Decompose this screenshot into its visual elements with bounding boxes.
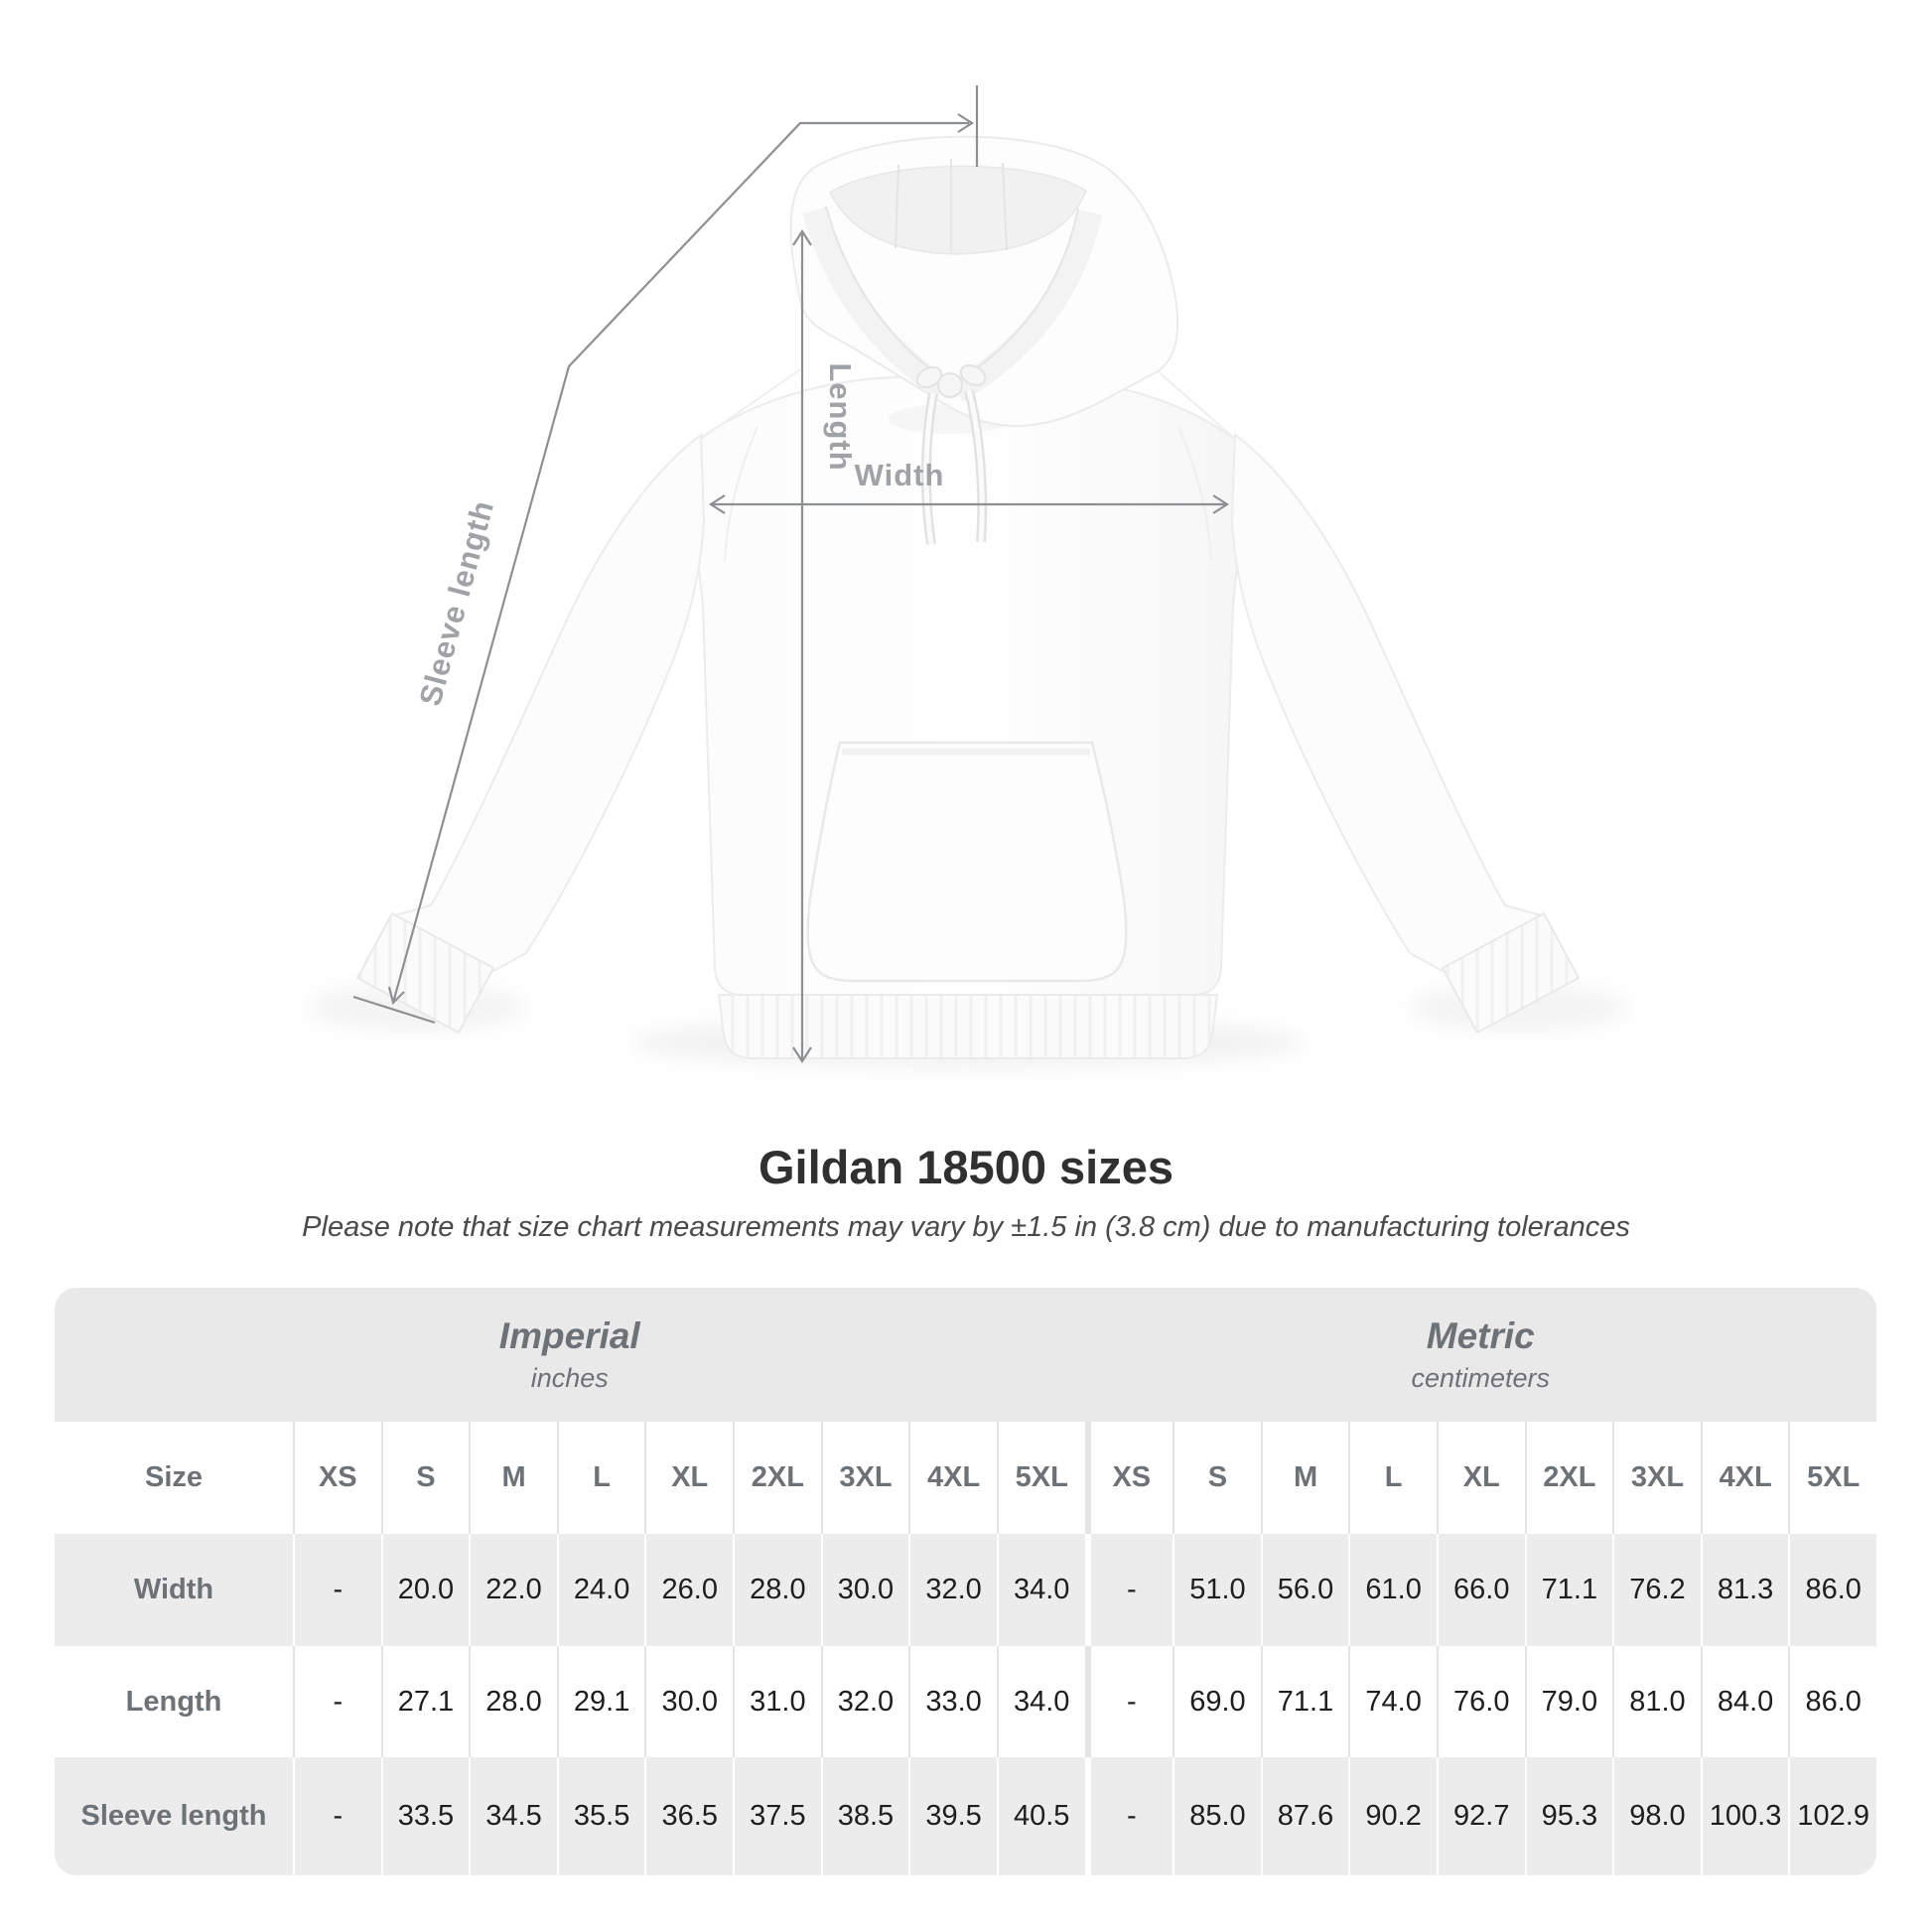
size-column-header: XL xyxy=(644,1422,733,1534)
table-cell: 28.0 xyxy=(469,1646,557,1757)
right-sleeve xyxy=(1232,435,1541,971)
table-cell: 34.0 xyxy=(997,1534,1085,1646)
size-column-header: XS xyxy=(293,1422,381,1534)
table-cell: - xyxy=(1085,1534,1173,1646)
size-column-header: 3XL xyxy=(821,1422,909,1534)
table-cell: 37.5 xyxy=(733,1757,821,1875)
table-cell: 35.5 xyxy=(557,1757,645,1875)
size-column-header: S xyxy=(1173,1422,1261,1534)
table-cell: 71.1 xyxy=(1525,1534,1613,1646)
table-cell: 85.0 xyxy=(1173,1757,1261,1875)
table-cell: - xyxy=(293,1534,381,1646)
table-group-header-row xyxy=(55,1288,1876,1422)
size-column-header: 5XL xyxy=(1788,1422,1876,1534)
table-cell: 71.1 xyxy=(1261,1646,1349,1757)
metric-label: Metric xyxy=(1426,1315,1535,1356)
table-cell: 33.5 xyxy=(381,1757,470,1875)
table-cell: 20.0 xyxy=(381,1534,470,1646)
row-label: Sleeve length xyxy=(80,1800,267,1832)
metric-group-header xyxy=(1085,1288,1877,1422)
table-cell: 98.0 xyxy=(1612,1757,1701,1875)
table-cell: 92.7 xyxy=(1437,1757,1525,1875)
row-label: Width xyxy=(133,1574,214,1605)
table-cell: 102.9 xyxy=(1788,1757,1876,1875)
imperial-label: Imperial xyxy=(498,1315,640,1356)
table-cell: 26.0 xyxy=(644,1534,733,1646)
table-cell: 39.5 xyxy=(908,1757,997,1875)
table-cell: 69.0 xyxy=(1173,1646,1261,1757)
table-cell: 31.0 xyxy=(733,1646,821,1757)
imperial-group-header xyxy=(55,1288,1085,1422)
size-column-header: L xyxy=(1348,1422,1437,1534)
table-cell: 66.0 xyxy=(1437,1534,1525,1646)
table-cell: 61.0 xyxy=(1348,1534,1437,1646)
table-cell: 76.0 xyxy=(1437,1646,1525,1757)
table-cell: 79.0 xyxy=(1525,1646,1613,1757)
hoodie-illustration xyxy=(308,137,1628,1068)
width-label: Width xyxy=(854,458,945,492)
size-column-header: 3XL xyxy=(1612,1422,1701,1534)
length-label: Length xyxy=(823,362,858,472)
imperial-unit-label: inches xyxy=(530,1363,609,1393)
table-cell: 34.0 xyxy=(997,1646,1085,1757)
table-cell: - xyxy=(1085,1757,1173,1875)
table-cell: 87.6 xyxy=(1261,1757,1349,1875)
table-cell: 22.0 xyxy=(469,1534,557,1646)
size-table xyxy=(55,1288,1876,1875)
length-row xyxy=(55,1646,1876,1757)
size-column-header: XS xyxy=(1085,1422,1173,1534)
table-cell: - xyxy=(293,1757,381,1875)
size-column-header: 2XL xyxy=(733,1422,821,1534)
table-cell: 51.0 xyxy=(1173,1534,1261,1646)
metric-unit-label: centimeters xyxy=(1411,1363,1551,1393)
size-column-header: 4XL xyxy=(908,1422,997,1534)
table-cell: 86.0 xyxy=(1788,1646,1876,1757)
table-cell: 81.0 xyxy=(1612,1646,1701,1757)
drawstring-knot xyxy=(938,373,962,397)
size-column-header: S xyxy=(381,1422,470,1534)
table-cell: 76.2 xyxy=(1612,1534,1701,1646)
table-cell: - xyxy=(1085,1646,1173,1757)
table-cell: 95.3 xyxy=(1525,1757,1613,1875)
size-column-header: M xyxy=(1261,1422,1349,1534)
table-cell: 27.1 xyxy=(381,1646,470,1757)
table-cell: 81.3 xyxy=(1701,1534,1789,1646)
column-header-size: Size xyxy=(144,1461,204,1493)
table-cell: 40.5 xyxy=(997,1757,1085,1875)
table-cell: 24.0 xyxy=(557,1534,645,1646)
page-title: Gildan 18500 sizes xyxy=(758,1141,1174,1193)
table-cell: 30.0 xyxy=(821,1534,909,1646)
table-cell: 29.1 xyxy=(557,1646,645,1757)
table-cell: 74.0 xyxy=(1348,1646,1437,1757)
table-cell: 36.5 xyxy=(644,1757,733,1875)
table-cell: 84.0 xyxy=(1701,1646,1789,1757)
sleeve-length-row xyxy=(55,1757,1876,1875)
row-label: Length xyxy=(125,1685,222,1718)
width-row xyxy=(55,1534,1876,1646)
table-cell: 28.0 xyxy=(733,1534,821,1646)
tolerance-note: Please note that size chart measurements may vary by ±1.5 in (3.8 cm) due to manufacturing tolerances xyxy=(302,1211,1630,1243)
table-cell: 86.0 xyxy=(1788,1534,1876,1646)
table-cell: 34.5 xyxy=(469,1757,557,1875)
size-column-header: XL xyxy=(1437,1422,1525,1534)
sleeve-length-label: Sleeve length xyxy=(412,495,501,710)
table-cell: - xyxy=(293,1646,381,1757)
size-column-header: L xyxy=(557,1422,645,1534)
table-cell: 32.0 xyxy=(821,1646,909,1757)
table-cell: 33.0 xyxy=(908,1646,997,1757)
table-cell: 38.5 xyxy=(821,1757,909,1875)
table-cell: 90.2 xyxy=(1348,1757,1437,1875)
table-cell: 56.0 xyxy=(1261,1534,1349,1646)
size-column-header: 2XL xyxy=(1525,1422,1613,1534)
size-column-header: M xyxy=(469,1422,557,1534)
size-column-header: 4XL xyxy=(1701,1422,1789,1534)
table-cell: 30.0 xyxy=(644,1646,733,1757)
table-cell: 100.3 xyxy=(1701,1757,1789,1875)
table-cell: 32.0 xyxy=(908,1534,997,1646)
size-column-header: 5XL xyxy=(997,1422,1085,1534)
kangaroo-pocket xyxy=(808,743,1127,981)
size-header-row xyxy=(55,1422,1876,1534)
